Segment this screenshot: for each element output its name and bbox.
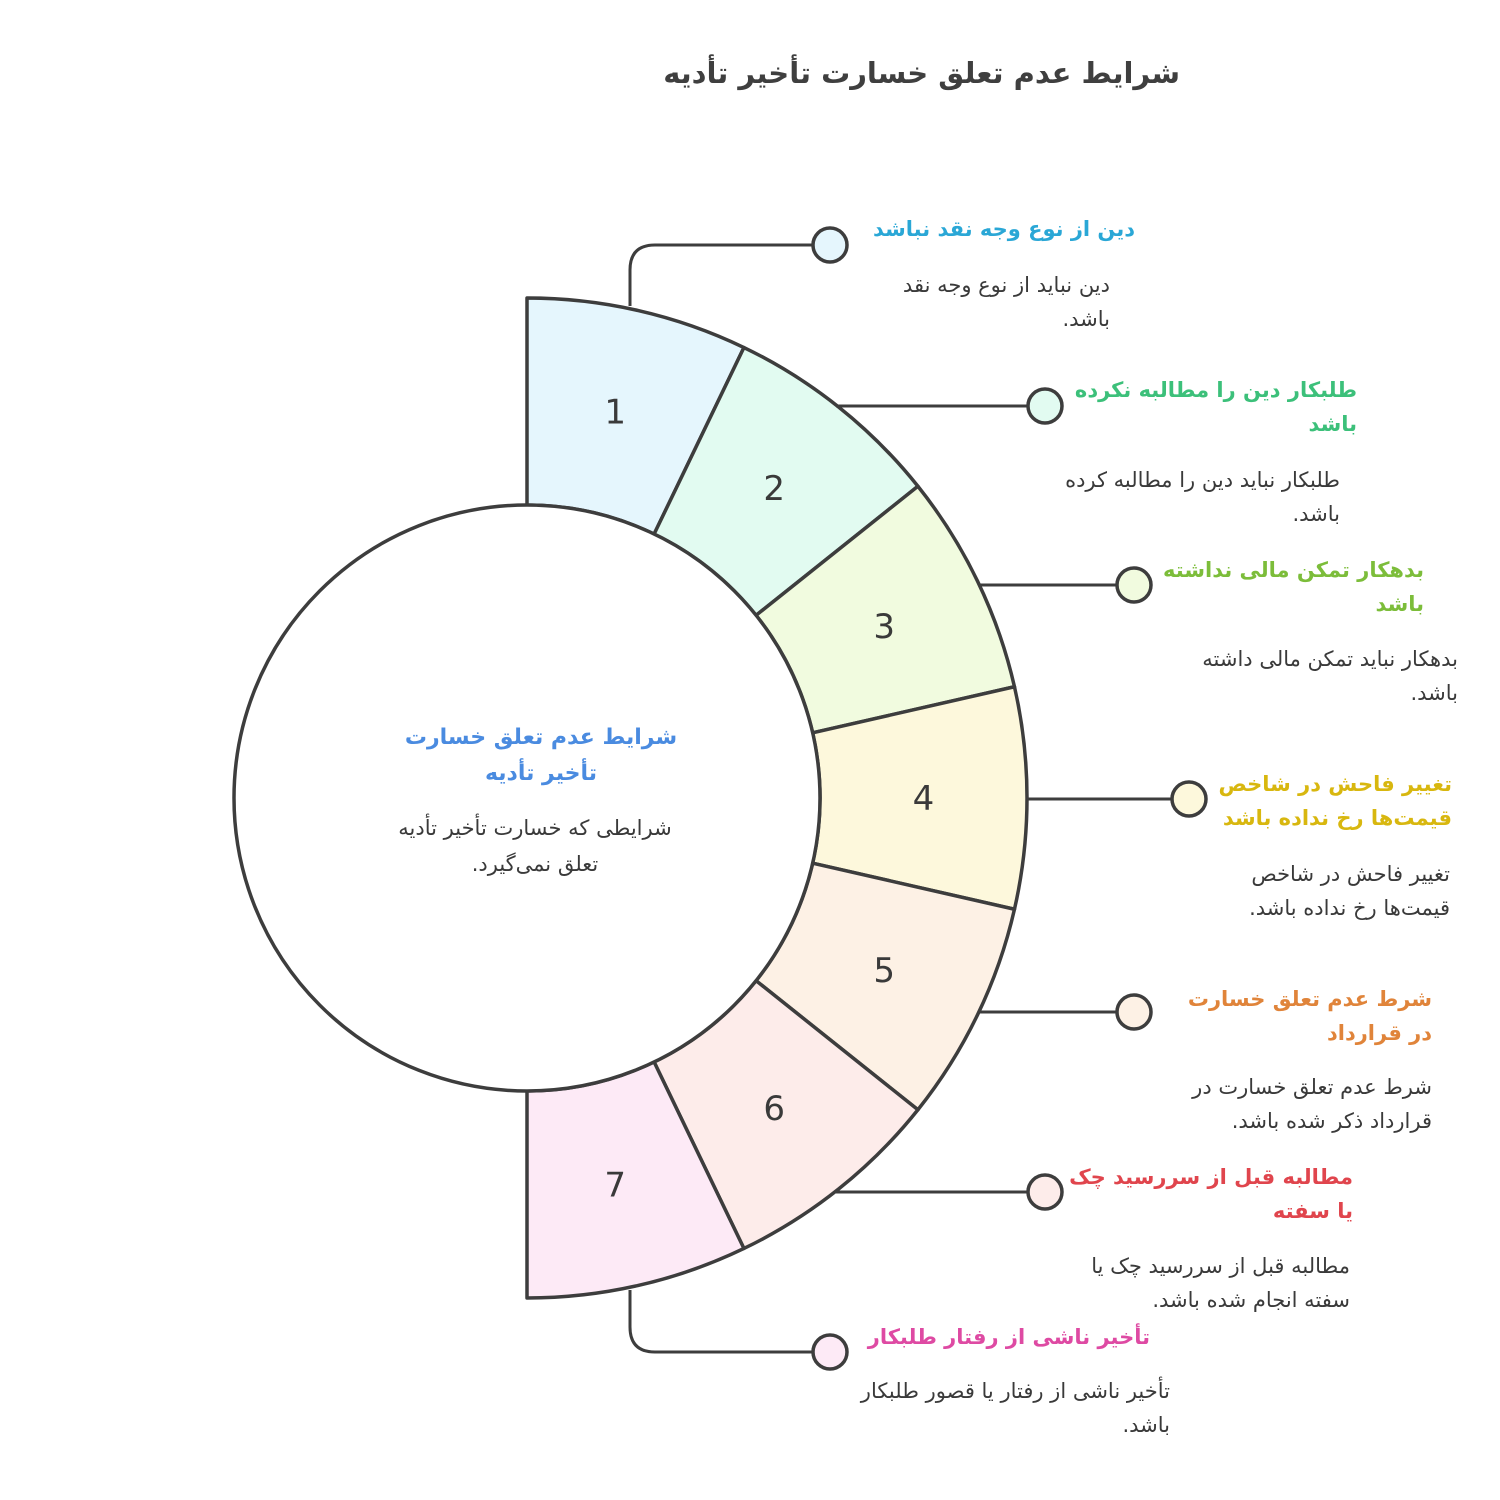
segment-number-2: 2 [763,469,786,510]
item-7-title: تأخیر ناشی از رفتار طلبکار [867,1325,1150,1349]
page-title: شرایط عدم تعلق خسارت تأخیر تأدیه [663,56,1180,90]
segment-number-4: 4 [912,779,935,819]
segment-number-5: 5 [873,951,896,992]
item-3-description: بدهکار نباید تمکن مالی داشته باشد. [1202,647,1458,705]
center-title: شرایط عدم تعلق خسارت تأخیر تأدیه [404,725,678,786]
center-description: شرایطی که خسارت تأخیر تأدیه تعلق نمی‌گیرد. [398,816,672,876]
segment-number-7: 7 [604,1165,627,1206]
connector-line-7 [630,1290,812,1352]
item-4-title: تغییر فاحش در شاخص قیمت‌ها رخ نداده باشد [1218,772,1452,830]
item-3-title: بدهکار تمکن مالی نداشته باشد [1163,558,1424,616]
segment-number-1: 1 [604,392,627,433]
item-2-description: طلبکار نباید دین را مطالبه کرده باشد. [1065,468,1340,526]
item-1-title: دین از نوع وجه نقد نباشد [873,217,1135,241]
item-7-description: تأخیر ناشی از رفتار یا قصور طلبکار باشد. [860,1379,1170,1437]
item-6-title: مطالبه قبل از سررسید چک یا سفته [1069,1165,1353,1223]
connector-node-5 [1117,995,1151,1029]
segment-number-6: 6 [763,1088,786,1129]
item-6-description: مطالبه قبل از سررسید چک یا سفته انجام شده باشد. [1091,1254,1350,1312]
item-4-description: تغییر فاحش در شاخص قیمت‌ها رخ نداده باشد. [1249,862,1450,920]
connector-line-1 [630,245,812,306]
item-2-title: طلبکار دین را مطالبه نکرده باشد [1074,378,1357,436]
connector-node-3 [1117,568,1151,602]
item-1-description: دین نباید از نوع وجه نقد باشد. [902,273,1110,331]
connector-node-4 [1172,782,1206,816]
segment-number-3: 3 [873,606,896,647]
item-5-title: شرط عدم تعلق خسارت در قرارداد [1187,987,1432,1045]
connector-node-7 [813,1335,847,1369]
item-5-description: شرط عدم تعلق خسارت در قرارداد ذکر شده باشد. [1192,1075,1432,1133]
connector-node-6 [1028,1175,1062,1209]
center-circle [234,505,820,1091]
connector-node-2 [1028,389,1062,423]
